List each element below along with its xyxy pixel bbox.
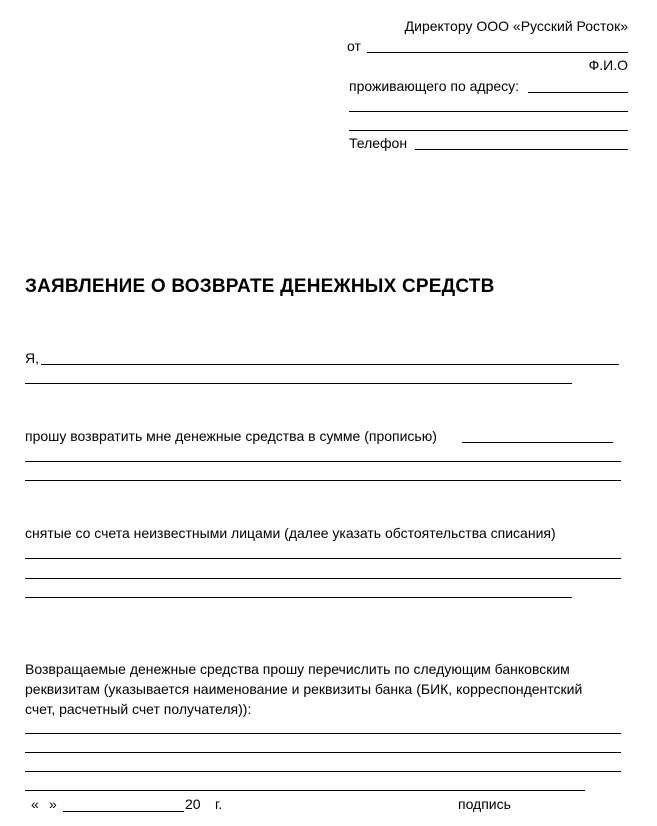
applicant-name-line-1[interactable] xyxy=(41,364,619,365)
year-prefix: 20 xyxy=(185,796,201,812)
from-label: от xyxy=(347,38,361,54)
bank-line-1[interactable] xyxy=(25,733,621,734)
circumstances-line-3[interactable] xyxy=(25,597,572,598)
fio-caption: Ф.И.О xyxy=(588,57,628,73)
date-quote-open: « xyxy=(31,796,39,812)
bank-text-line-3: счет, расчетный счет получателя)): xyxy=(25,701,252,717)
i-label: Я, xyxy=(25,350,39,366)
date-quote-close: » xyxy=(49,796,57,812)
circumstances-line-1[interactable] xyxy=(25,558,621,559)
phone-label: Телефон xyxy=(349,135,408,151)
date-month-line[interactable] xyxy=(63,811,184,812)
addressee-text: Директору ООО «Русский Росток» xyxy=(404,18,628,34)
address-line-3[interactable] xyxy=(349,130,628,131)
amount-line-1[interactable] xyxy=(462,442,613,443)
bank-text-line-2: реквизитам (указывается наименование и реквизиты банка (БИК, корреспондентский xyxy=(25,681,583,697)
circumstances-line-2[interactable] xyxy=(25,578,621,579)
address-label: проживающего по адресу: xyxy=(349,78,520,94)
address-line-2[interactable] xyxy=(349,111,628,112)
bank-line-3[interactable] xyxy=(25,771,621,772)
year-suffix: г. xyxy=(215,796,223,812)
signature-label: подпись xyxy=(458,796,511,812)
from-fio-line[interactable] xyxy=(367,52,628,53)
document-title: ЗАЯВЛЕНИЕ О ВОЗВРАТЕ ДЕНЕЖНЫХ СРЕДСТВ xyxy=(25,276,495,297)
debited-text: снятые со счета неизвестными лицами (далее указать обстоятельства списания) xyxy=(25,525,556,541)
bank-line-4[interactable] xyxy=(25,790,585,791)
request-text: прошу возвратить мне денежные средства в сумме (прописью) xyxy=(25,428,437,444)
address-line-1[interactable] xyxy=(528,92,628,93)
amount-line-2[interactable] xyxy=(25,461,621,462)
phone-line[interactable] xyxy=(415,149,628,150)
amount-line-3[interactable] xyxy=(25,480,621,481)
bank-text-line-1: Возвращаемые денежные средства прошу перечислить по следующим банковским xyxy=(25,661,570,677)
bank-line-2[interactable] xyxy=(25,752,621,753)
applicant-name-line-2[interactable] xyxy=(25,383,572,384)
